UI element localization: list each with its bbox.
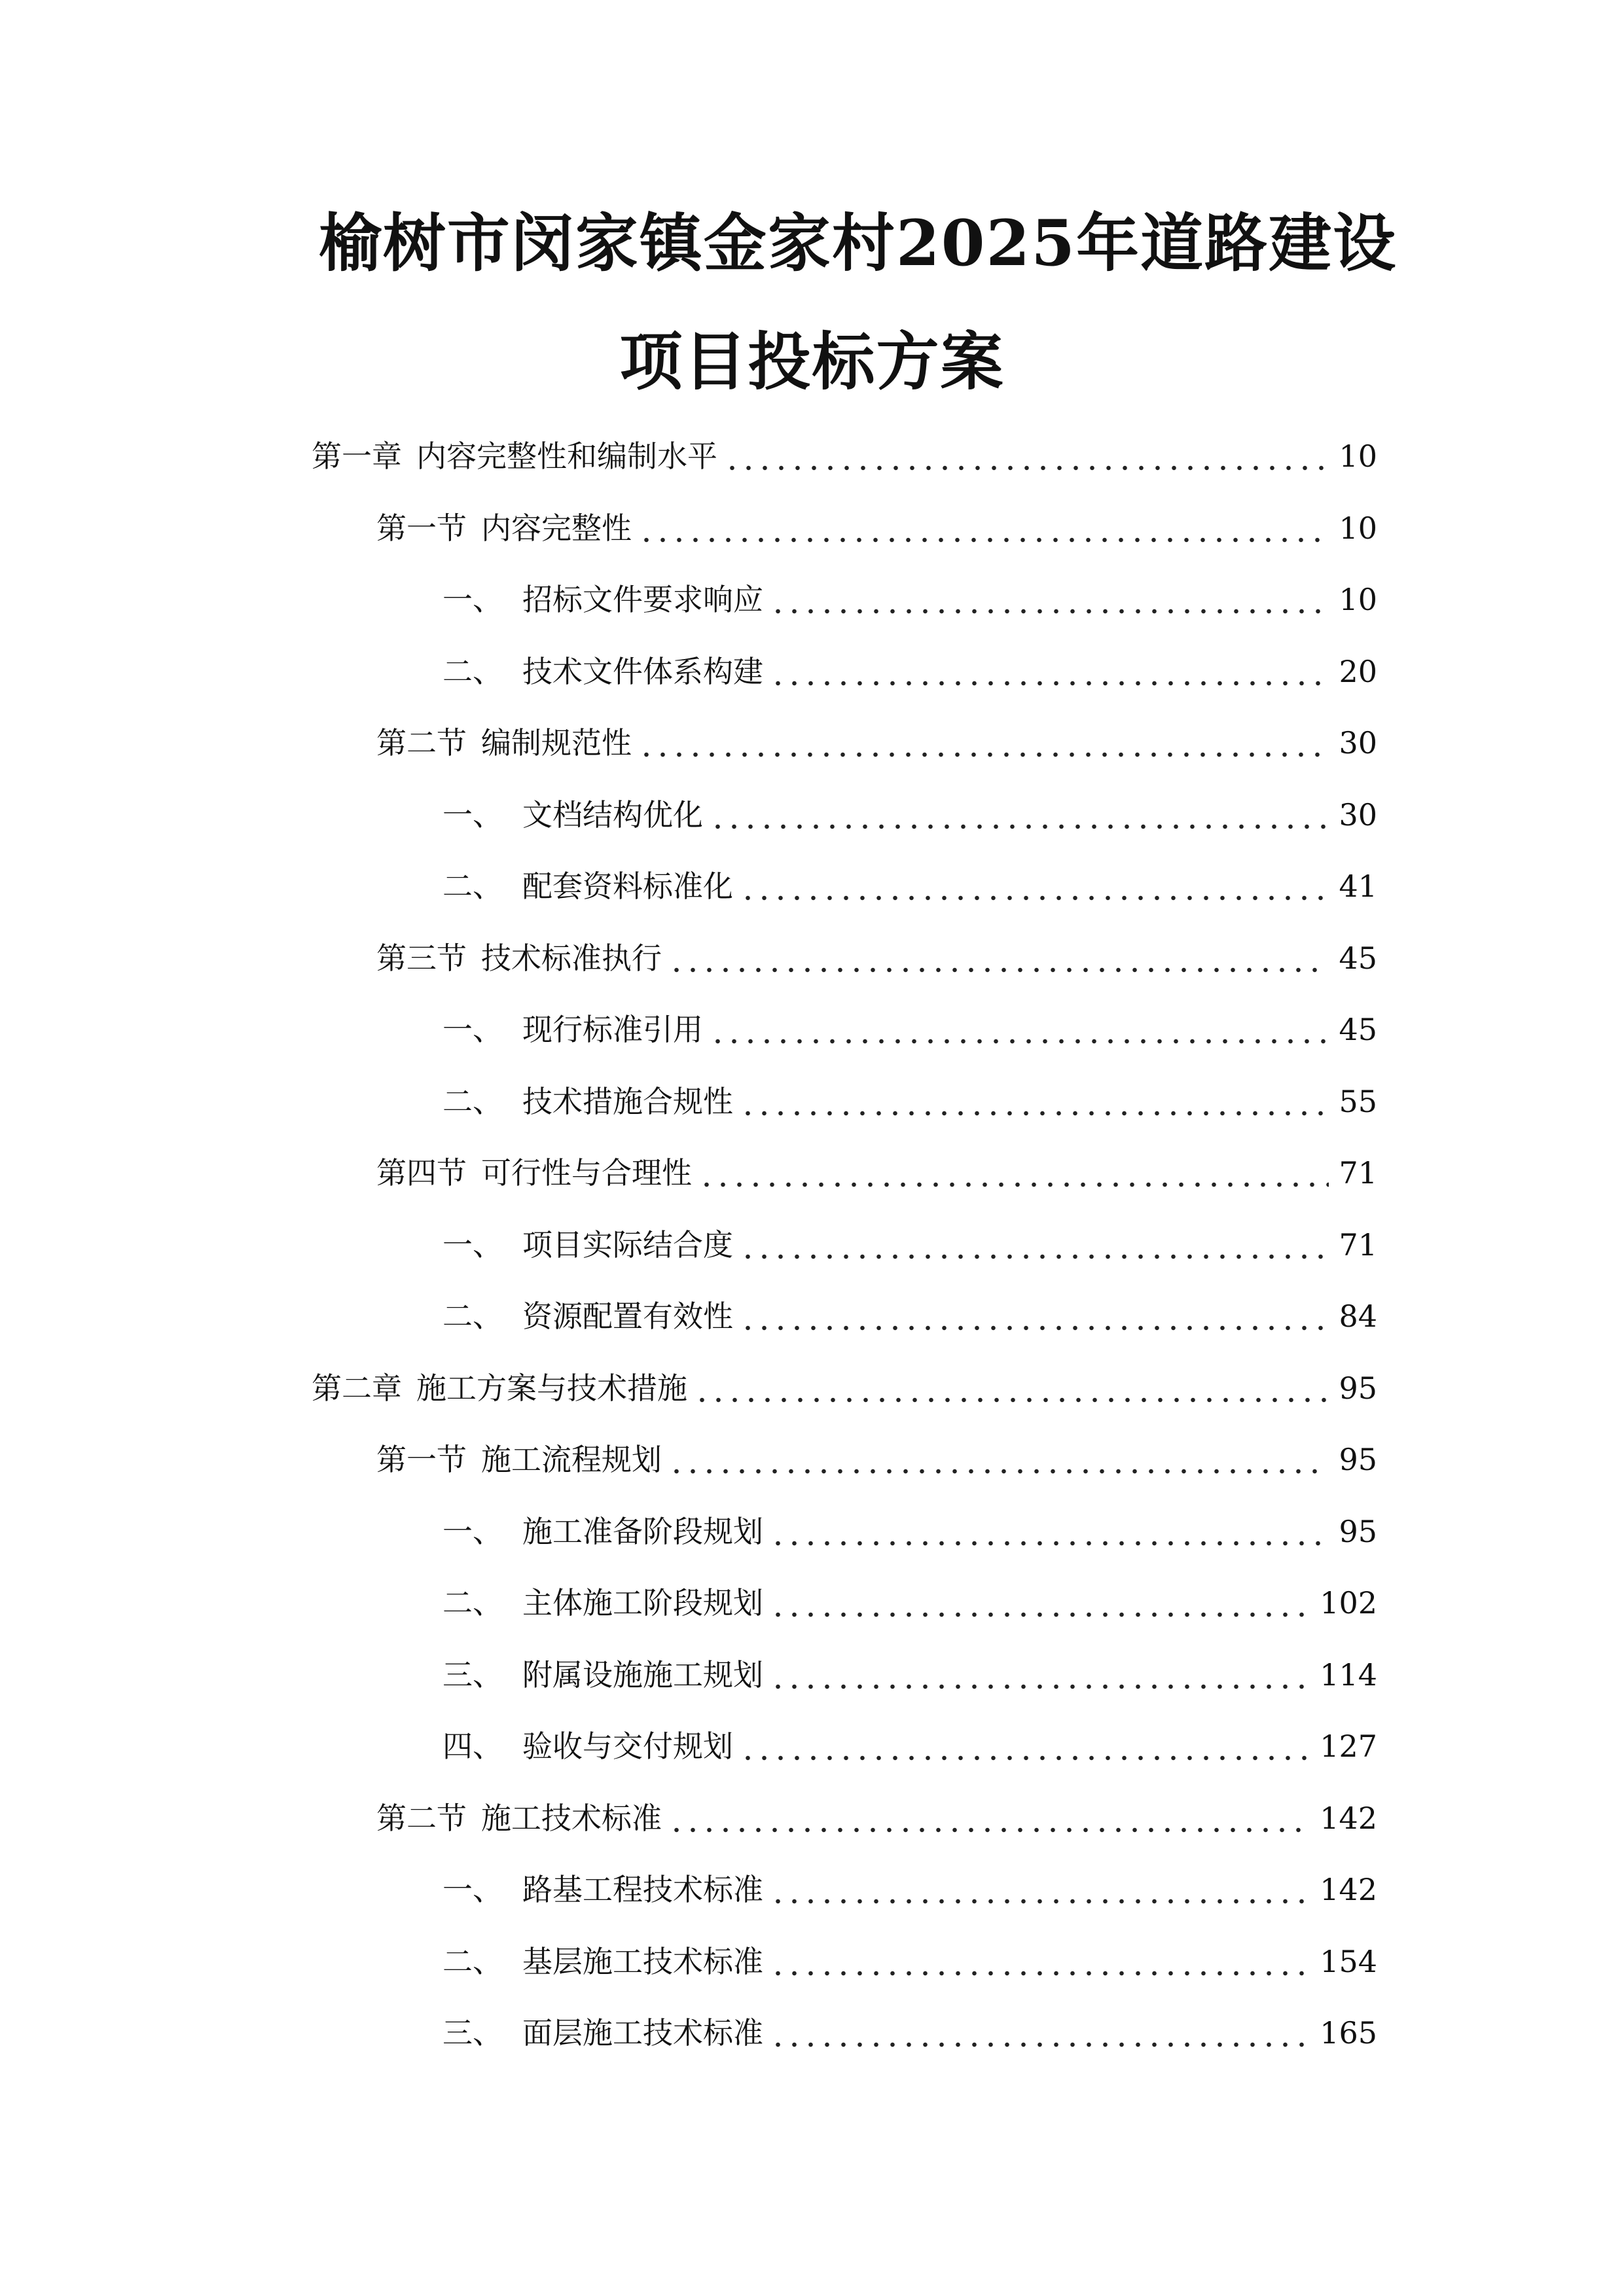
toc-entry[interactable] [442,789,1377,841]
toc-entry-label: 现行标准引用 [522,1012,703,1047]
toc-entry[interactable] [312,1362,1377,1414]
toc-dot-leader [724,430,1329,482]
toc-entry-label: 基层施工技术标准 [522,1944,763,1979]
toc-entry[interactable] [442,1935,1377,1988]
toc-entry-label: 内容完整性 [481,511,632,546]
toc-entry[interactable] [442,1290,1377,1342]
toc-entry-page: 45 [1339,941,1377,976]
toc-dot-leader [770,573,1329,626]
toc-entry[interactable] [376,1433,1377,1486]
toc-dot-leader [668,932,1329,984]
toc-entry-number: 二、 [442,869,503,904]
toc-entry-page: 95 [1339,1371,1377,1406]
toc-entry-number: 一、 [442,1872,503,1907]
toc-entry-page: 127 [1320,1729,1377,1764]
toc-entry[interactable] [376,932,1377,984]
toc-entry-number: 一、 [442,1012,503,1047]
toc-entry-number: 二、 [442,654,503,689]
toc-dot-leader [694,1362,1329,1414]
toc-entry-number: 第二节 [376,1801,467,1836]
toc-entry-number: 一、 [442,797,503,833]
toc-entry-number: 三、 [442,2015,503,2051]
toc-dot-leader [740,1219,1329,1271]
document-title-line1: 榆树市闵家镇金家村2025年道路建设 [318,206,1398,280]
toc-entry[interactable] [442,645,1377,698]
toc-entry-page: 30 [1339,797,1377,833]
toc-entry-label: 施工方案与技术措施 [416,1371,687,1406]
toc-dot-leader [770,645,1329,698]
toc-entry-label: 技术文件体系构建 [522,654,763,689]
toc-entry-page: 30 [1339,725,1377,761]
toc-entry[interactable] [442,2007,1377,2059]
toc-dot-leader [698,1147,1329,1199]
toc-entry[interactable] [442,1075,1377,1128]
toc-entry-number: 第四节 [376,1155,467,1191]
toc-entry-page: 20 [1339,654,1377,689]
toc-entry-label: 面层施工技术标准 [522,2015,763,2051]
toc-entry[interactable] [442,1003,1377,1056]
toc-entry-number: 一、 [442,1227,503,1263]
toc-entry-page: 95 [1339,1514,1377,1549]
toc-entry-page: 55 [1339,1084,1377,1119]
toc-entry-label: 文档结构优化 [522,797,703,833]
toc-entry-label: 配套资料标准化 [522,869,733,904]
toc-entry-number: 三、 [442,1657,503,1693]
toc-entry-number: 四、 [442,1729,503,1764]
toc-dot-leader [740,1290,1329,1342]
toc-entry-label: 施工技术标准 [481,1801,662,1836]
toc-entry-page: 84 [1339,1299,1377,1334]
toc-dot-leader [710,789,1329,841]
toc-dot-leader [638,502,1329,554]
toc-dot-leader [770,1649,1310,1701]
toc-entry-page: 10 [1339,511,1377,546]
toc-entry-number: 第一章 [312,439,402,474]
toc-entry-label: 主体施工阶段规划 [522,1585,763,1621]
toc-entry[interactable] [376,502,1377,554]
toc-entry-label: 招标文件要求响应 [522,582,763,617]
toc-entry[interactable] [442,1505,1377,1558]
toc-entry-page: 95 [1339,1442,1377,1477]
toc-entry-label: 路基工程技术标准 [522,1872,763,1907]
toc-entry-label: 技术措施合规性 [522,1084,733,1119]
toc-dot-leader [770,1863,1310,1916]
toc-entry-number: 二、 [442,1944,503,1979]
toc-dot-leader [668,1792,1310,1844]
toc-entry-number: 第一节 [376,1442,467,1477]
toc-entry-page: 10 [1339,439,1377,474]
toc-entry-number: 二、 [442,1084,503,1119]
toc-entry[interactable] [376,717,1377,769]
toc-entry[interactable] [376,1792,1377,1844]
toc-entry-label: 验收与交付规划 [522,1729,733,1764]
toc-entry-label: 项目实际结合度 [522,1227,733,1263]
toc-dot-leader [770,1577,1310,1629]
toc-entry[interactable] [442,1219,1377,1271]
toc-entry[interactable] [442,573,1377,626]
toc-dot-leader [740,860,1329,912]
toc-entry-number: 第一节 [376,511,467,546]
document-title-line2: 项目投标方案 [619,325,1005,399]
toc-entry-label: 施工流程规划 [481,1442,662,1477]
toc-dot-leader [740,1720,1310,1772]
toc-entry-number: 第三节 [376,941,467,976]
toc-dot-leader [710,1003,1329,1056]
toc-entry-label: 技术标准执行 [481,941,662,976]
toc-entry-number: 二、 [442,1585,503,1621]
toc-dot-leader [668,1433,1329,1486]
toc-entry-label: 编制规范性 [481,725,632,761]
toc-entry-number: 一、 [442,582,503,617]
toc-entry-page: 102 [1320,1585,1377,1621]
toc-entry-page: 165 [1320,2015,1377,2051]
toc-entry-number: 第二节 [376,725,467,761]
toc-entry[interactable] [312,430,1377,482]
toc-entry[interactable] [442,1577,1377,1629]
toc-entry-label: 内容完整性和编制水平 [416,439,717,474]
toc-entry-page: 114 [1320,1657,1377,1693]
toc-entry[interactable] [376,1147,1377,1199]
toc-dot-leader [770,2007,1310,2059]
toc-entry[interactable] [442,860,1377,912]
toc-entry-page: 41 [1339,869,1377,904]
toc-entry-label: 施工准备阶段规划 [522,1514,763,1549]
toc-entry[interactable] [442,1863,1377,1916]
toc-dot-leader [770,1505,1329,1558]
toc-entry-page: 71 [1339,1155,1377,1191]
toc-entry-label: 可行性与合理性 [481,1155,692,1191]
toc-entry[interactable] [442,1720,1377,1772]
toc-entry-number: 第二章 [312,1371,402,1406]
toc-entry-page: 142 [1320,1801,1377,1836]
toc-entry-page: 142 [1320,1872,1377,1907]
toc-dot-leader [638,717,1329,769]
toc-entry-page: 71 [1339,1227,1377,1263]
toc-entry-label: 资源配置有效性 [522,1299,733,1334]
toc-entry-page: 154 [1320,1944,1377,1979]
toc-entry-number: 一、 [442,1514,503,1549]
toc-entry-page: 45 [1339,1012,1377,1047]
toc-entry-page: 10 [1339,582,1377,617]
toc-entry-label: 附属设施施工规划 [522,1657,763,1693]
toc-dot-leader [770,1935,1310,1988]
toc-entry[interactable] [442,1649,1377,1701]
toc-dot-leader [740,1075,1329,1128]
toc-entry-number: 二、 [442,1299,503,1334]
